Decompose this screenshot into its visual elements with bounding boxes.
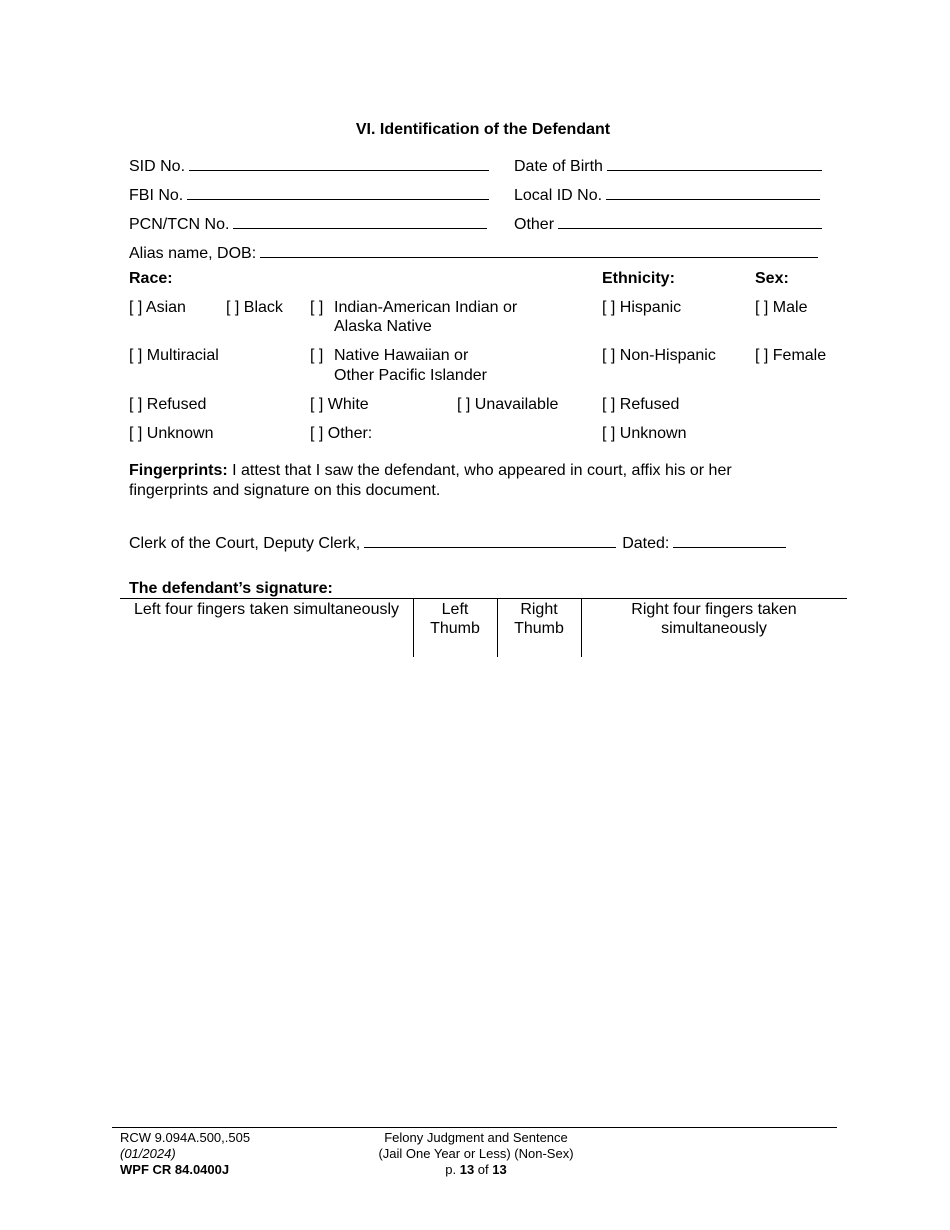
local-id-field[interactable] xyxy=(514,185,820,205)
sex-male-checkbox[interactable]: [ ] Male xyxy=(755,299,808,316)
clerk-field[interactable] xyxy=(129,533,786,553)
ethnicity-header: Ethnicity: xyxy=(602,270,675,287)
ethnicity-unknown-checkbox[interactable]: [ ] Unknown xyxy=(602,425,687,442)
right-four-fingers-cell: Right four fingers taken simultaneously xyxy=(631,601,797,637)
right-thumb-cell: Right Thumb xyxy=(514,601,564,637)
page-of: of xyxy=(474,1162,493,1177)
dated-label: Dated: xyxy=(622,535,670,552)
fingerprints-label: Fingerprints: xyxy=(129,462,228,479)
fbi-line[interactable] xyxy=(187,185,489,200)
footer-form-number: WPF CR 84.0400J xyxy=(120,1162,230,1177)
ethnicity-refused-checkbox[interactable]: [ ] Refused xyxy=(602,396,680,413)
alias-field[interactable] xyxy=(129,243,818,263)
race-hawaiian-checkbox[interactable]: [ ] xyxy=(310,347,324,364)
dob-label: Date of Birth xyxy=(514,158,603,175)
race-indian-checkbox[interactable]: [ ] xyxy=(310,299,324,316)
sex-female-checkbox[interactable]: [ ] Female xyxy=(755,347,827,364)
clerk-label: Clerk of the Court, Deputy Clerk, xyxy=(129,535,361,552)
pcn-line[interactable] xyxy=(233,214,487,229)
sid-field[interactable] xyxy=(129,156,489,176)
dob-line[interactable] xyxy=(607,156,822,171)
race-multiracial-checkbox[interactable]: [ ] Multiracial xyxy=(129,347,219,364)
page-total: 13 xyxy=(492,1162,507,1177)
other-line[interactable] xyxy=(558,214,822,229)
footer-rule xyxy=(112,1127,837,1128)
footer-title-2: (Jail One Year or Less) (Non-Sex) xyxy=(378,1146,574,1161)
signature-label: The defendant’s signature: xyxy=(129,580,333,597)
race-hawaiian-label-2: Other Pacific Islander xyxy=(334,367,487,384)
race-refused-checkbox[interactable]: [ ] Refused xyxy=(129,396,207,413)
race-indian-label-2: Alaska Native xyxy=(334,318,432,335)
race-unknown-checkbox[interactable]: [ ] Unknown xyxy=(129,425,214,442)
section-title: VI. Identification of the Defendant xyxy=(355,121,611,138)
sex-header: Sex: xyxy=(755,270,789,287)
race-hawaiian-label-1: Native Hawaiian or xyxy=(334,347,469,364)
fbi-label: FBI No. xyxy=(129,187,184,204)
race-white-checkbox[interactable]: [ ] White xyxy=(310,396,369,413)
alias-line[interactable] xyxy=(260,243,818,258)
ethnicity-non-hispanic-checkbox[interactable]: [ ] Non-Hispanic xyxy=(602,347,716,364)
table-divider xyxy=(581,599,582,657)
race-header: Race: xyxy=(129,270,173,287)
table-divider xyxy=(413,599,414,657)
other-label: Other xyxy=(514,216,555,233)
sid-label: SID No. xyxy=(129,158,186,175)
other-field[interactable] xyxy=(514,214,822,234)
fingerprints-attestation xyxy=(129,461,789,501)
page-current: 13 xyxy=(459,1162,475,1177)
footer-title-1: Felony Judgment and Sentence xyxy=(384,1130,568,1145)
pcn-label: PCN/TCN No. xyxy=(129,216,230,233)
ethnicity-hispanic-checkbox[interactable]: [ ] Hispanic xyxy=(602,299,682,316)
fingerprints-text: I attest that I saw the defendant, who appeared in court, affix his or her fingerprints and signature on this document. xyxy=(129,462,732,499)
dob-field[interactable] xyxy=(514,156,822,176)
table-divider xyxy=(497,599,498,657)
race-unavailable-checkbox[interactable]: [ ] Unavailable xyxy=(457,396,559,413)
clerk-line[interactable] xyxy=(364,533,616,548)
local-id-label: Local ID No. xyxy=(514,187,603,204)
footer-rcw: RCW 9.094A.500,.505 xyxy=(120,1130,251,1145)
race-other-checkbox[interactable]: [ ] Other: xyxy=(310,425,373,442)
footer-page-number xyxy=(326,1162,626,1178)
signature-line xyxy=(120,598,847,599)
left-four-fingers-cell: Left four fingers taken simultaneously xyxy=(133,601,400,618)
fbi-field[interactable] xyxy=(129,185,489,205)
page-prefix: p. xyxy=(445,1162,460,1177)
left-thumb-cell: Left Thumb xyxy=(430,601,480,637)
local-id-line[interactable] xyxy=(606,185,820,200)
race-indian-label-1: Indian-American Indian or xyxy=(334,299,518,316)
sid-line[interactable] xyxy=(189,156,489,171)
pcn-field[interactable] xyxy=(129,214,487,234)
alias-label: Alias name, DOB: xyxy=(129,245,257,262)
race-black-checkbox[interactable]: [ ] Black xyxy=(226,299,283,316)
race-asian-checkbox[interactable]: [ ] Asian xyxy=(129,299,186,316)
dated-line[interactable] xyxy=(673,533,786,548)
footer-date: (01/2024) xyxy=(120,1146,176,1161)
